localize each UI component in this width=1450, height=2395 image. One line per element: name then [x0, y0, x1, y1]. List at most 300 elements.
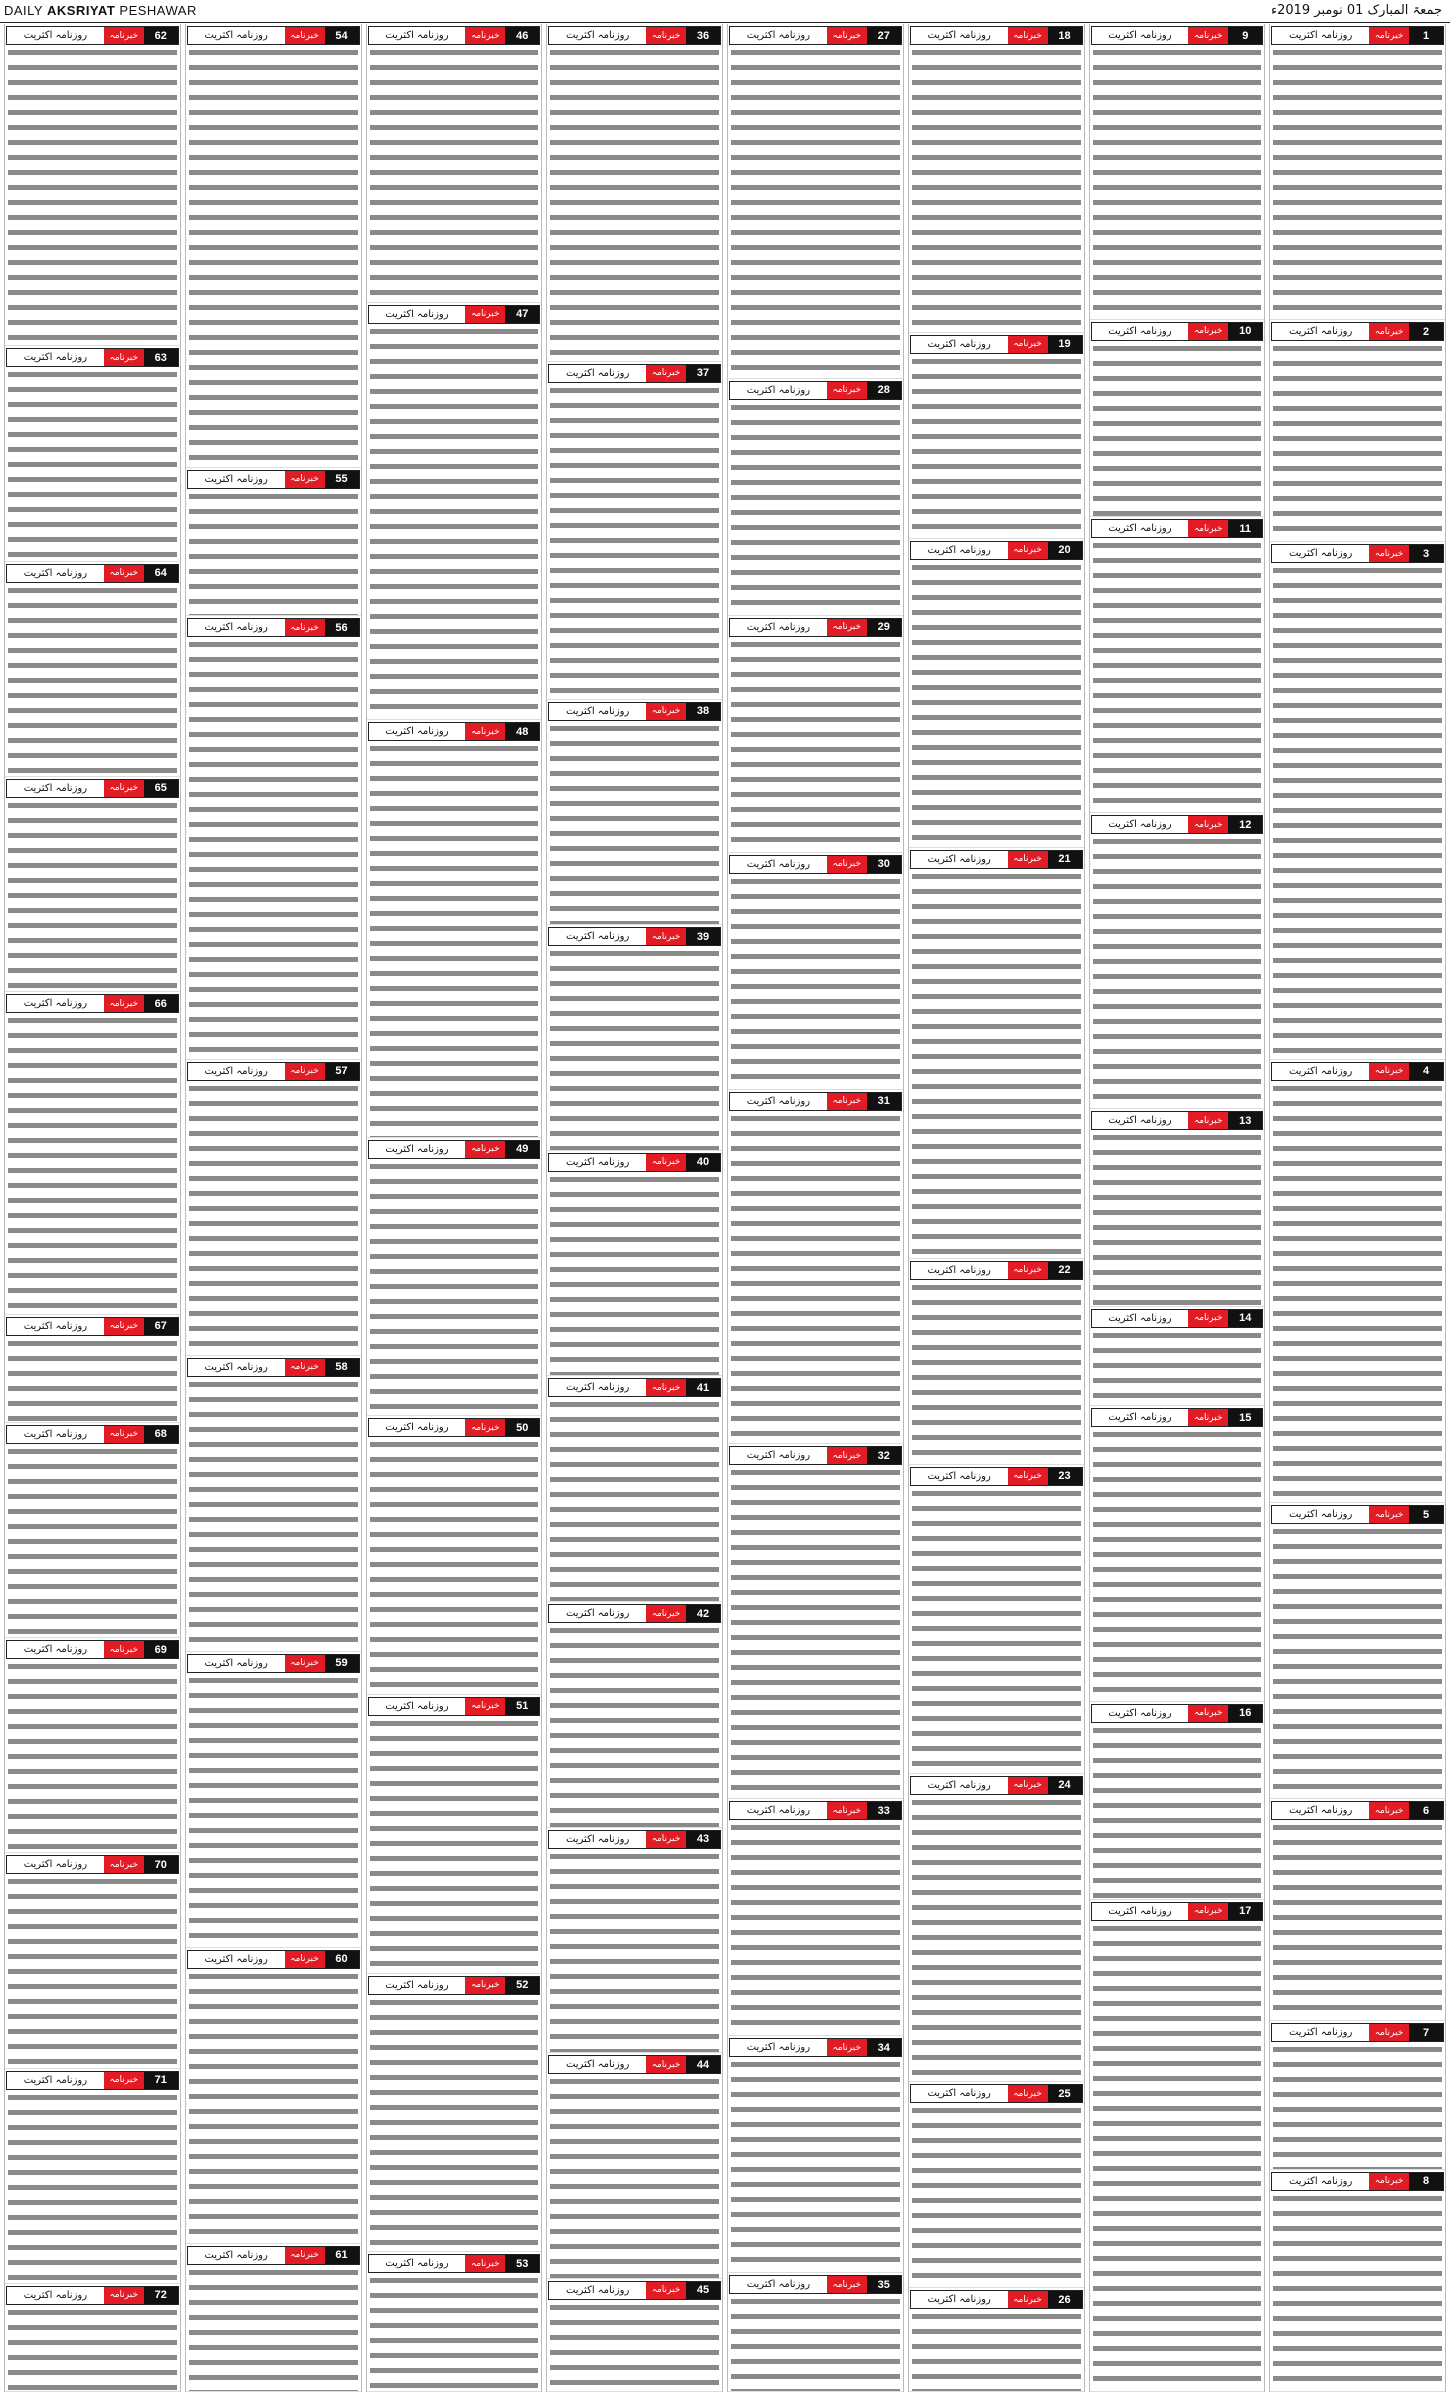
- news-section-label: روزنامہ اکثریت: [369, 2255, 466, 2272]
- news-item-number: 3: [1409, 545, 1443, 562]
- news-brand-tag: خبرنامہ: [465, 723, 505, 740]
- news-item-number: 46: [505, 27, 539, 44]
- news-section-label: روزنامہ اکثریت: [7, 565, 104, 582]
- news-item-body: [909, 1487, 1084, 1773]
- news-item-number: 58: [325, 1359, 359, 1376]
- news-item-header: [729, 618, 902, 637]
- news-item-body: [1270, 1821, 1445, 2020]
- news-item: [367, 1138, 542, 1417]
- news-item-number: 22: [1048, 1262, 1082, 1279]
- news-item-body: [728, 1112, 903, 1444]
- news-item: [909, 1465, 1084, 1774]
- news-column: [4, 24, 181, 2392]
- news-item-number: 15: [1228, 1409, 1262, 1426]
- news-item: [909, 2082, 1084, 2288]
- news-item-header: [368, 1418, 541, 1437]
- news-item-number: 30: [867, 856, 901, 873]
- news-item: [547, 700, 722, 926]
- news-section-label: روزنامہ اکثریت: [911, 27, 1008, 44]
- news-section-label: روزنامہ اکثریت: [911, 2291, 1008, 2308]
- news-brand-tag: خبرنامہ: [827, 856, 867, 873]
- news-item-body: [547, 2301, 722, 2391]
- news-item-number: 70: [144, 1856, 178, 1873]
- news-brand-tag: خبرنامہ: [465, 1419, 505, 1436]
- news-item-header: [1271, 2172, 1444, 2191]
- news-section-label: روزنامہ اکثریت: [1272, 1802, 1369, 1819]
- issue-date: جمعۃ المبارک 01 نومبر 2019ء: [1270, 3, 1442, 18]
- news-section-label: روزنامہ اکثریت: [1092, 520, 1189, 537]
- news-brand-tag: خبرنامہ: [285, 471, 325, 488]
- news-item: [547, 2053, 722, 2279]
- news-item-number: 25: [1048, 2085, 1082, 2102]
- news-item-header: [548, 1604, 721, 1623]
- news-item-number: 1: [1409, 27, 1443, 44]
- news-item-number: 12: [1228, 816, 1262, 833]
- news-item-number: 40: [686, 1154, 720, 1171]
- news-item: [5, 24, 180, 346]
- news-brand-tag: خبرنامہ: [646, 703, 686, 720]
- news-section-label: روزنامہ اکثریت: [188, 1951, 285, 1968]
- news-item-header: [548, 1153, 721, 1172]
- news-item-header: [368, 722, 541, 741]
- news-item: [1090, 1702, 1265, 1900]
- news-item-header: [548, 1378, 721, 1397]
- news-section-label: روزنامہ اکثریت: [730, 2039, 827, 2056]
- news-item-body: [1090, 1131, 1265, 1306]
- news-columns: [4, 24, 1446, 2392]
- news-item-body: [909, 46, 1084, 332]
- news-item-number: 38: [686, 703, 720, 720]
- news-item-number: 54: [325, 27, 359, 44]
- news-section-label: روزنامہ اکثریت: [730, 27, 827, 44]
- news-section-label: روزنامہ اکثریت: [369, 723, 466, 740]
- news-item-number: 21: [1048, 851, 1082, 868]
- news-section-label: روزنامہ اکثریت: [1272, 323, 1369, 340]
- news-brand-tag: خبرنامہ: [1188, 1705, 1228, 1722]
- news-item-body: [1090, 1428, 1265, 1701]
- news-brand-tag: خبرنامہ: [1188, 1112, 1228, 1129]
- news-item-header: [1271, 1801, 1444, 1820]
- news-brand-tag: خبرنامہ: [104, 2072, 144, 2089]
- news-item-number: 65: [144, 780, 178, 797]
- news-brand-tag: خبرنامہ: [646, 27, 686, 44]
- news-item-number: 43: [686, 1831, 720, 1848]
- news-item-body: [728, 1466, 903, 1798]
- news-item-body: [728, 2295, 903, 2391]
- news-item-header: [1091, 815, 1264, 834]
- news-item-header: [729, 855, 902, 874]
- news-item: [367, 24, 542, 303]
- news-item: [909, 539, 1084, 848]
- news-item: [5, 346, 180, 561]
- news-item: [5, 1853, 180, 2068]
- news-item-header: [187, 470, 360, 489]
- news-section-label: روزنامہ اکثریت: [1092, 1705, 1189, 1722]
- news-item-number: 9: [1228, 27, 1262, 44]
- news-section-label: روزنامہ اکثریت: [369, 1141, 466, 1158]
- news-item-header: [368, 26, 541, 45]
- news-item-header: [910, 26, 1083, 45]
- news-item-header: [729, 26, 902, 45]
- news-section-label: روزنامہ اکثریت: [730, 1802, 827, 1819]
- news-item: [367, 2252, 542, 2392]
- news-section-label: روزنامہ اکثریت: [7, 995, 104, 1012]
- news-item: [367, 720, 542, 1137]
- news-section-label: روزنامہ اکثریت: [7, 1318, 104, 1335]
- news-item-header: [6, 994, 179, 1013]
- news-item-body: [186, 1082, 361, 1355]
- news-item: [186, 2244, 361, 2393]
- news-item-body: [186, 2266, 361, 2392]
- news-brand-tag: خبرنامہ: [1188, 323, 1228, 340]
- news-item-header: [6, 2286, 179, 2305]
- news-item-header: [548, 26, 721, 45]
- news-section-label: روزنامہ اکثریت: [7, 2287, 104, 2304]
- news-item: [186, 616, 361, 1060]
- news-item-header: [1091, 26, 1264, 45]
- news-item-body: [1090, 539, 1265, 812]
- news-item-body: [5, 1445, 180, 1637]
- news-section-label: روزنامہ اکثریت: [369, 306, 466, 323]
- news-section-label: روزنامہ اکثریت: [911, 542, 1008, 559]
- news-item: [1270, 24, 1445, 320]
- news-section-label: روزنامہ اکثریت: [1272, 1506, 1369, 1523]
- news-section-label: روزنامہ اکثریت: [1092, 1903, 1189, 1920]
- news-item-number: 41: [686, 1379, 720, 1396]
- news-item: [367, 303, 542, 720]
- news-item-body: [5, 799, 180, 991]
- news-brand-tag: خبرنامہ: [827, 382, 867, 399]
- masthead: [0, 0, 1450, 23]
- news-item-number: 47: [505, 306, 539, 323]
- news-section-label: روزنامہ اکثریت: [911, 1262, 1008, 1279]
- news-item-body: [5, 1875, 180, 2067]
- news-item-number: 10: [1228, 323, 1262, 340]
- news-item-header: [910, 1776, 1083, 1795]
- news-item: [728, 616, 903, 853]
- news-item-body: [909, 355, 1084, 538]
- news-item: [1090, 813, 1265, 1109]
- news-item-header: [1091, 1902, 1264, 1921]
- news-item-body: [186, 46, 361, 467]
- news-brand-tag: خبرنامہ: [1369, 1802, 1409, 1819]
- news-item-header: [1271, 2023, 1444, 2042]
- news-item-number: 8: [1409, 2173, 1443, 2190]
- news-item-header: [6, 2071, 179, 2090]
- news-brand-tag: خبرنامہ: [285, 1655, 325, 1672]
- news-section-label: روزنامہ اکثریت: [549, 1379, 646, 1396]
- news-item-header: [6, 1640, 179, 1659]
- news-item-header: [1271, 1505, 1444, 1524]
- news-item-body: [547, 384, 722, 699]
- news-brand-tag: خبرنامہ: [1369, 27, 1409, 44]
- news-item-body: [1270, 564, 1445, 1058]
- news-item-body: [1090, 46, 1265, 319]
- news-item-number: 63: [144, 349, 178, 366]
- news-item-number: 7: [1409, 2024, 1443, 2041]
- news-brand-tag: خبرنامہ: [646, 1605, 686, 1622]
- news-section-label: روزنامہ اکثریت: [188, 1359, 285, 1376]
- news-column: [366, 24, 543, 2392]
- news-section-label: روزنامہ اکثریت: [1272, 27, 1369, 44]
- news-item-header: [729, 1446, 902, 1465]
- news-item: [909, 848, 1084, 1259]
- news-section-label: روزنامہ اکثریت: [1092, 1112, 1189, 1129]
- news-brand-tag: خبرنامہ: [1188, 1903, 1228, 1920]
- news-brand-tag: خبرنامہ: [1188, 816, 1228, 833]
- news-section-label: روزنامہ اکثریت: [1272, 1063, 1369, 1080]
- news-brand-tag: خبرنامہ: [646, 365, 686, 382]
- news-item-body: [186, 1970, 361, 2243]
- news-section-label: روزنامہ اکثریت: [549, 1831, 646, 1848]
- news-item-body: [728, 875, 903, 1089]
- news-section-label: روزنامہ اکثریت: [7, 780, 104, 797]
- news-item-header: [910, 2084, 1083, 2103]
- news-item: [547, 925, 722, 1151]
- news-item-header: [368, 1976, 541, 1995]
- news-section-label: روزنامہ اکثریت: [369, 1977, 466, 1994]
- news-item-number: 11: [1228, 520, 1262, 537]
- news-item: [1270, 1060, 1445, 1504]
- news-item-header: [368, 305, 541, 324]
- news-section-label: روزنامہ اکثریت: [369, 1419, 466, 1436]
- news-brand-tag: خبرنامہ: [1008, 2085, 1048, 2102]
- news-item: [5, 2069, 180, 2284]
- news-item: [547, 362, 722, 700]
- news-brand-tag: خبرنامہ: [285, 1951, 325, 1968]
- news-item: [1090, 1109, 1265, 1307]
- news-item-body: [547, 46, 722, 361]
- news-brand-tag: خبرنامہ: [285, 1359, 325, 1376]
- news-brand-tag: خبرنامہ: [285, 2247, 325, 2264]
- news-item-header: [1091, 519, 1264, 538]
- news-item: [367, 1416, 542, 1695]
- news-section-label: روزنامہ اکثریت: [188, 1063, 285, 1080]
- news-section-label: روزنامہ اکثریت: [188, 471, 285, 488]
- news-item-body: [186, 1674, 361, 1947]
- news-item-number: 35: [867, 2276, 901, 2293]
- news-item-number: 39: [686, 928, 720, 945]
- news-item: [1270, 2021, 1445, 2170]
- news-item: [1090, 517, 1265, 813]
- news-brand-tag: خبرنامہ: [1188, 1409, 1228, 1426]
- news-item-body: [367, 742, 542, 1136]
- news-item: [5, 1638, 180, 1853]
- news-section-label: روزنامہ اکثریت: [911, 1777, 1008, 1794]
- news-item: [1090, 1307, 1265, 1406]
- news-item-number: 57: [325, 1063, 359, 1080]
- news-section-label: روزنامہ اکثریت: [7, 27, 104, 44]
- news-item-header: [548, 927, 721, 946]
- news-item: [186, 468, 361, 617]
- news-section-label: روزنامہ اکثریت: [7, 2072, 104, 2089]
- news-brand-tag: خبرنامہ: [1369, 2024, 1409, 2041]
- news-item-body: [547, 1850, 722, 2053]
- news-item-number: 55: [325, 471, 359, 488]
- news-item-header: [548, 1830, 721, 1849]
- news-item-body: [1270, 342, 1445, 541]
- news-section-label: روزنامہ اکثریت: [1092, 816, 1189, 833]
- news-item-body: [728, 638, 903, 852]
- news-item-header: [1271, 1062, 1444, 1081]
- news-section-label: روزنامہ اکثریت: [730, 382, 827, 399]
- news-brand-tag: خبرنامہ: [1008, 1777, 1048, 1794]
- news-item-body: [728, 1821, 903, 2035]
- news-item: [728, 379, 903, 616]
- news-brand-tag: خبرنامہ: [1369, 1506, 1409, 1523]
- news-brand-tag: خبرنامہ: [646, 2056, 686, 2073]
- news-item-number: 42: [686, 1605, 720, 1622]
- news-item-header: [910, 1261, 1083, 1280]
- news-section-label: روزنامہ اکثریت: [1272, 2024, 1369, 2041]
- news-item: [5, 992, 180, 1314]
- news-item: [547, 1602, 722, 1828]
- news-item-number: 34: [867, 2039, 901, 2056]
- news-item-body: [367, 1996, 542, 2252]
- news-item-header: [1271, 544, 1444, 563]
- news-brand-tag: خبرنامہ: [827, 2276, 867, 2293]
- news-brand-tag: خبرنامہ: [465, 27, 505, 44]
- news-item-number: 33: [867, 1802, 901, 1819]
- news-item-number: 50: [505, 1419, 539, 1436]
- news-brand-tag: خبرنامہ: [1188, 520, 1228, 537]
- news-item-header: [6, 348, 179, 367]
- news-section-label: روزنامہ اکثریت: [1092, 323, 1189, 340]
- news-item: [186, 1356, 361, 1652]
- news-item-body: [367, 325, 542, 719]
- news-section-label: روزنامہ اکثریت: [7, 349, 104, 366]
- news-section-label: روزنامہ اکثریت: [730, 619, 827, 636]
- news-item-number: 66: [144, 995, 178, 1012]
- news-brand-tag: خبرنامہ: [1008, 542, 1048, 559]
- news-item-body: [1270, 1525, 1445, 1798]
- news-item-number: 36: [686, 27, 720, 44]
- news-brand-tag: خبرنامہ: [104, 1318, 144, 1335]
- news-item-header: [6, 1855, 179, 1874]
- news-item-header: [910, 1467, 1083, 1486]
- news-item: [5, 562, 180, 777]
- news-brand-tag: خبرنامہ: [1188, 27, 1228, 44]
- news-item-header: [187, 1654, 360, 1673]
- news-item-number: 13: [1228, 1112, 1262, 1129]
- news-brand-tag: خبرنامہ: [827, 619, 867, 636]
- news-item-body: [186, 638, 361, 1059]
- news-item: [186, 1948, 361, 2244]
- news-item-number: 19: [1048, 336, 1082, 353]
- news-item: [5, 1423, 180, 1638]
- news-item-body: [909, 2104, 1084, 2287]
- news-section-label: روزنامہ اکثریت: [188, 1655, 285, 1672]
- news-item: [5, 2284, 180, 2392]
- news-item-header: [368, 1140, 541, 1159]
- news-brand-tag: خبرنامہ: [1008, 1262, 1048, 1279]
- news-item: [186, 24, 361, 468]
- news-item-number: 6: [1409, 1802, 1443, 1819]
- news-brand-tag: خبرنامہ: [1188, 1310, 1228, 1327]
- news-section-label: روزنامہ اکثریت: [911, 336, 1008, 353]
- news-section-label: روزنامہ اکثریت: [549, 2282, 646, 2299]
- news-section-label: روزنامہ اکثریت: [549, 703, 646, 720]
- news-item-number: 5: [1409, 1506, 1443, 1523]
- news-item-body: [5, 584, 180, 776]
- news-section-label: روزنامہ اکثریت: [730, 1093, 827, 1110]
- news-item-body: [1090, 835, 1265, 1108]
- news-item-number: 44: [686, 2056, 720, 2073]
- news-item-body: [5, 46, 180, 345]
- news-item-body: [547, 947, 722, 1150]
- news-brand-tag: خبرنامہ: [104, 565, 144, 582]
- news-item: [909, 333, 1084, 539]
- news-brand-tag: خبرنامہ: [285, 1063, 325, 1080]
- news-item-body: [367, 1717, 542, 1973]
- news-item: [547, 1376, 722, 1602]
- news-item-header: [910, 541, 1083, 560]
- news-item-number: 20: [1048, 542, 1082, 559]
- news-item-header: [729, 1092, 902, 1111]
- news-item-body: [1270, 2192, 1445, 2391]
- news-item-body: [1270, 2043, 1445, 2169]
- news-brand-tag: خبرنامہ: [104, 2287, 144, 2304]
- news-column: [1089, 24, 1266, 2392]
- news-item-number: 68: [144, 1426, 178, 1443]
- news-item-number: 61: [325, 2247, 359, 2264]
- news-item: [5, 1315, 180, 1423]
- news-column: [185, 24, 362, 2392]
- news-item-header: [1091, 1408, 1264, 1427]
- news-item-body: [1090, 342, 1265, 517]
- news-item-body: [1270, 1082, 1445, 1503]
- news-item-number: 17: [1228, 1903, 1262, 1920]
- news-brand-tag: خبرنامہ: [1369, 1063, 1409, 1080]
- news-brand-tag: خبرنامہ: [1008, 1468, 1048, 1485]
- news-item-body: [5, 2091, 180, 2283]
- news-section-label: روزنامہ اکثریت: [188, 619, 285, 636]
- news-item: [367, 1974, 542, 2253]
- news-item-header: [6, 779, 179, 798]
- news-item: [1270, 320, 1445, 542]
- news-item-header: [729, 1801, 902, 1820]
- news-item-body: [186, 1378, 361, 1651]
- news-item-header: [187, 1358, 360, 1377]
- news-item-header: [187, 618, 360, 637]
- news-brand-tag: خبرنامہ: [646, 928, 686, 945]
- news-item-header: [548, 2281, 721, 2300]
- news-item-body: [5, 1014, 180, 1313]
- news-brand-tag: خبرنامہ: [1008, 2291, 1048, 2308]
- newspaper-name: [4, 3, 197, 18]
- news-item-number: 52: [505, 1977, 539, 1994]
- news-item-header: [729, 2038, 902, 2057]
- news-item-body: [186, 490, 361, 616]
- news-item-number: 60: [325, 1951, 359, 1968]
- news-item-number: 24: [1048, 1777, 1082, 1794]
- news-item: [728, 24, 903, 379]
- news-item-number: 48: [505, 723, 539, 740]
- news-brand-tag: خبرنامہ: [646, 1154, 686, 1171]
- news-item-header: [1271, 26, 1444, 45]
- news-item-header: [1091, 1309, 1264, 1328]
- news-brand-tag: خبرنامہ: [1369, 2173, 1409, 2190]
- news-item-header: [6, 26, 179, 45]
- news-brand-tag: خبرنامہ: [646, 1831, 686, 1848]
- news-item-header: [548, 2055, 721, 2074]
- news-item-body: [367, 2274, 542, 2391]
- news-brand-tag: خبرنامہ: [1008, 27, 1048, 44]
- news-item-header: [187, 2246, 360, 2265]
- news-item: [728, 853, 903, 1090]
- news-item-header: [910, 335, 1083, 354]
- news-section-label: روزنامہ اکثریت: [1272, 545, 1369, 562]
